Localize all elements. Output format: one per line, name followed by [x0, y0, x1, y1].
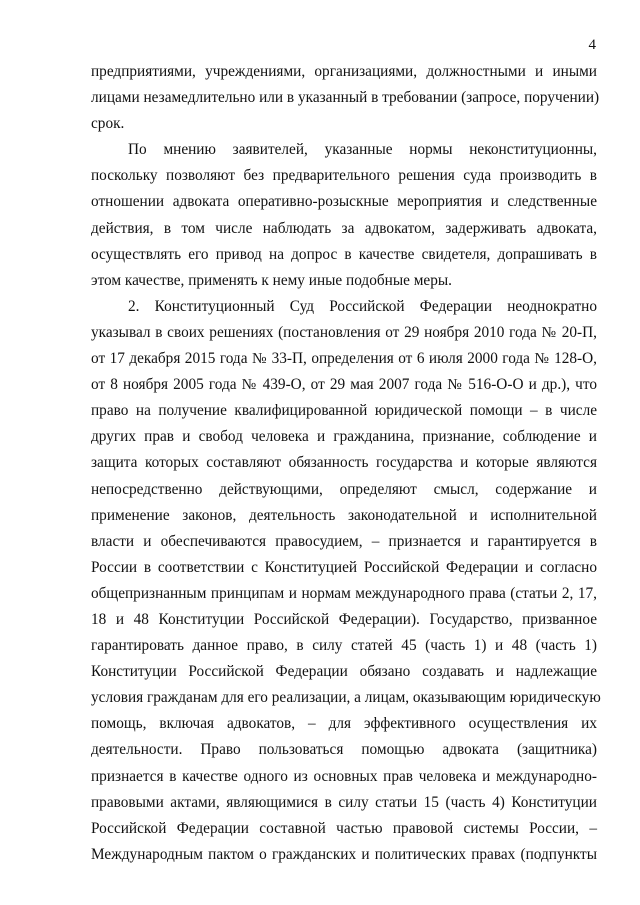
text-line: действия, в том числе наблюдать за адвокатом, задерживать адвоката,	[91, 219, 597, 237]
text-line: осуществлять его привод на допрос в качестве свидетеля, допрашивать в	[91, 245, 597, 263]
text-line: поскольку позволяют без предварительного решения суда производить в	[91, 167, 597, 185]
text-line: право на получение квалифицированной юридической помощи – в числе	[91, 402, 597, 420]
text-line: применение законов, деятельность законодательной и исполнительной	[91, 506, 597, 524]
text-line: признается в качестве одного из основных прав человека и международно-	[91, 767, 597, 785]
text-line: этом качестве, применять к нему иные подобные меры.	[91, 271, 452, 289]
text-line: 18 и 48 Конституции Российской Федерации). Государство, призванное	[91, 610, 597, 628]
text-line: Международным пактом о гражданских и политических правах (подпункты	[91, 845, 597, 863]
text-line: других прав и свобод человека и гражданина, признание, соблюдение и	[91, 428, 597, 446]
text-line: условия гражданам для его реализации, а лицам, оказывающим юридическую	[91, 689, 601, 707]
text-line: Российской Федерации составной частью правовой системы России, –	[91, 819, 597, 837]
text-line: Конституции Российской Федерации обязано создавать и надлежащие	[91, 663, 597, 681]
text-line: помощь, включая адвокатов, – для эффективного осуществления их	[91, 715, 597, 733]
text-line: 2. Конституционный Суд Российской Федерации неоднократно	[128, 297, 597, 315]
text-line: лицами незамедлительно или в указанный в требовании (запросе, поручении)	[91, 89, 600, 107]
text-line: России в соответствии с Конституцией Российской Федерации и согласно	[91, 558, 597, 576]
text-line: По мнению заявителей, указанные нормы неконституционны,	[128, 141, 597, 159]
text-line: указывал в своих решениях (постановления от 29 ноября 2010 года № 20-П,	[91, 323, 597, 341]
text-line: власти и обеспечиваются правосудием, – признается и гарантируется в	[91, 532, 597, 550]
text-line: отношении адвоката оперативно-розыскные мероприятия и следственные	[91, 193, 597, 211]
page-number: 4	[588, 37, 596, 53]
text-line: от 8 ноября 2005 года № 439-О, от 29 мая 2007 года № 516-О-О и др.), что	[91, 376, 597, 394]
document-body	[91, 59, 601, 868]
text-line: общепризнанным принципам и нормам международного права (статьи 2, 17,	[91, 584, 597, 602]
text-line: защита которых составляют обязанность государства и которые являются	[91, 454, 597, 472]
text-line: деятельности. Право пользоваться помощью адвоката (защитника)	[91, 741, 597, 759]
text-line: непосредственно действующими, определяют смысл, содержание и	[91, 480, 597, 498]
text-line: правовыми актами, являющимися в силу статьи 15 (часть 4) Конституции	[91, 793, 597, 811]
text-line: срок.	[91, 115, 125, 133]
text-line: гарантировать данное право, в силу статей 45 (часть 1) и 48 (часть 1)	[91, 637, 597, 655]
text-line: от 17 декабря 2015 года № 33-П, определения от 6 июля 2000 года № 128-О,	[91, 350, 597, 368]
text-line: предприятиями, учреждениями, организациями, должностными и иными	[91, 63, 597, 80]
